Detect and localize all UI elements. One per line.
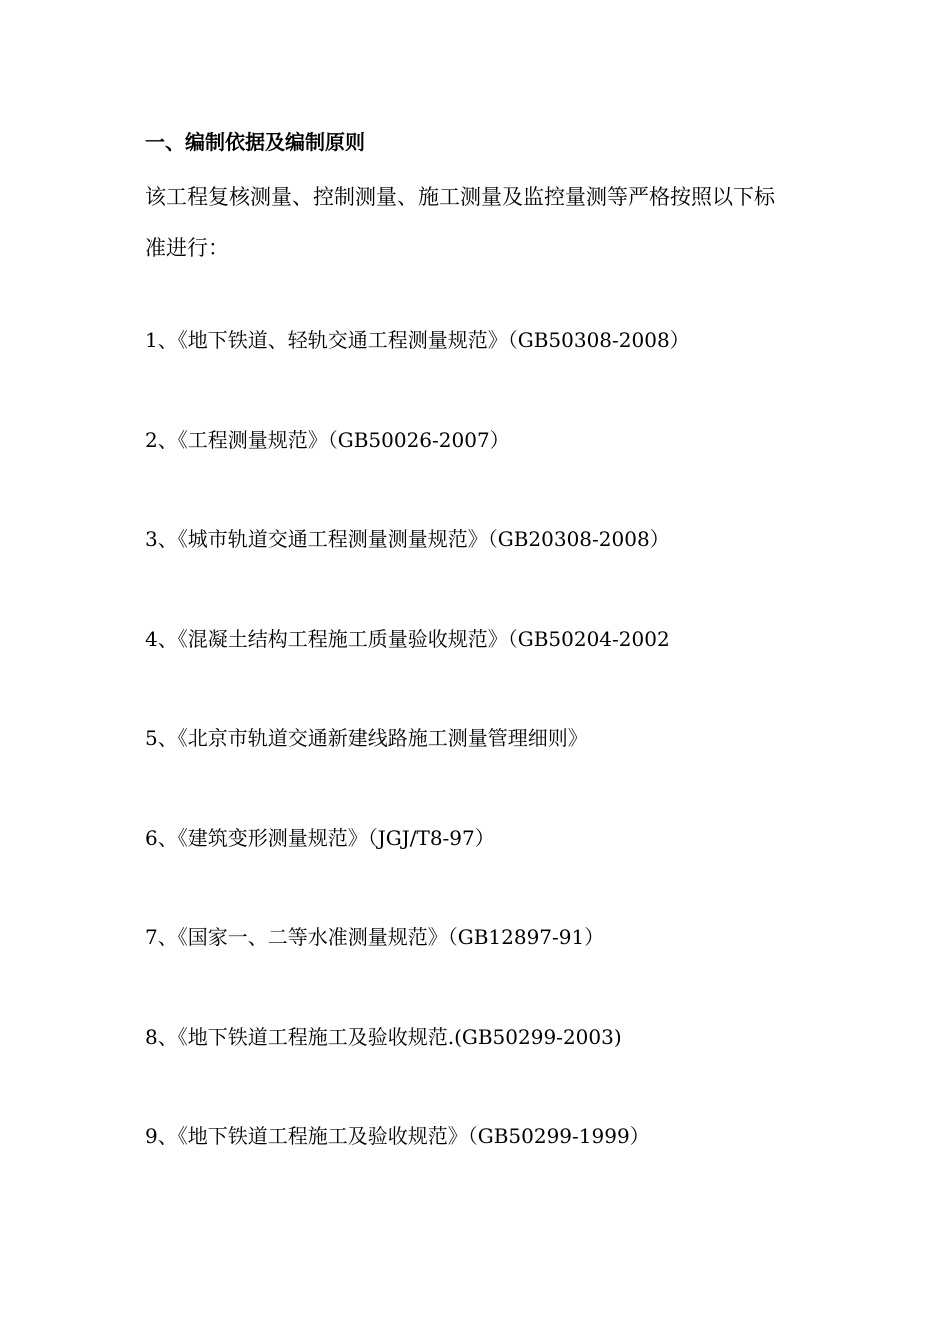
intro-line: 该工程复核测量、控制测量、施工测量及监控量测等严格按照以下标 bbox=[145, 185, 775, 209]
intro-line: 准进行： bbox=[145, 236, 229, 260]
reference-item: 1、《地下铁道、轻轨交通工程测量规范》（GB50308-2008） bbox=[145, 328, 690, 352]
intro-paragraph bbox=[145, 172, 825, 274]
reference-item: 3、《城市轨道交通工程测量测量规范》（GB20308-2008） bbox=[145, 527, 670, 551]
reference-list bbox=[145, 324, 690, 1220]
reference-item: 7、《国家一、二等水准测量规范》（GB12897-91） bbox=[145, 925, 605, 949]
reference-item: 9、《地下铁道工程施工及验收规范》（GB50299-1999） bbox=[145, 1124, 650, 1148]
reference-item: 5、《北京市轨道交通新建线路施工测量管理细则》 bbox=[145, 726, 588, 750]
reference-item: 8、《地下铁道工程施工及验收规范.(GB50299-2003) bbox=[145, 1024, 622, 1049]
reference-item: 4、《混凝土结构工程施工质量验收规范》（GB50204-2002 bbox=[145, 626, 670, 651]
reference-item: 2、《工程测量规范》（GB50026-2007） bbox=[145, 427, 510, 452]
reference-item: 6、《建筑变形测量规范》（JGJ/T8-97） bbox=[145, 825, 495, 850]
section-heading: 一、编制依据及编制原则 bbox=[145, 130, 365, 154]
